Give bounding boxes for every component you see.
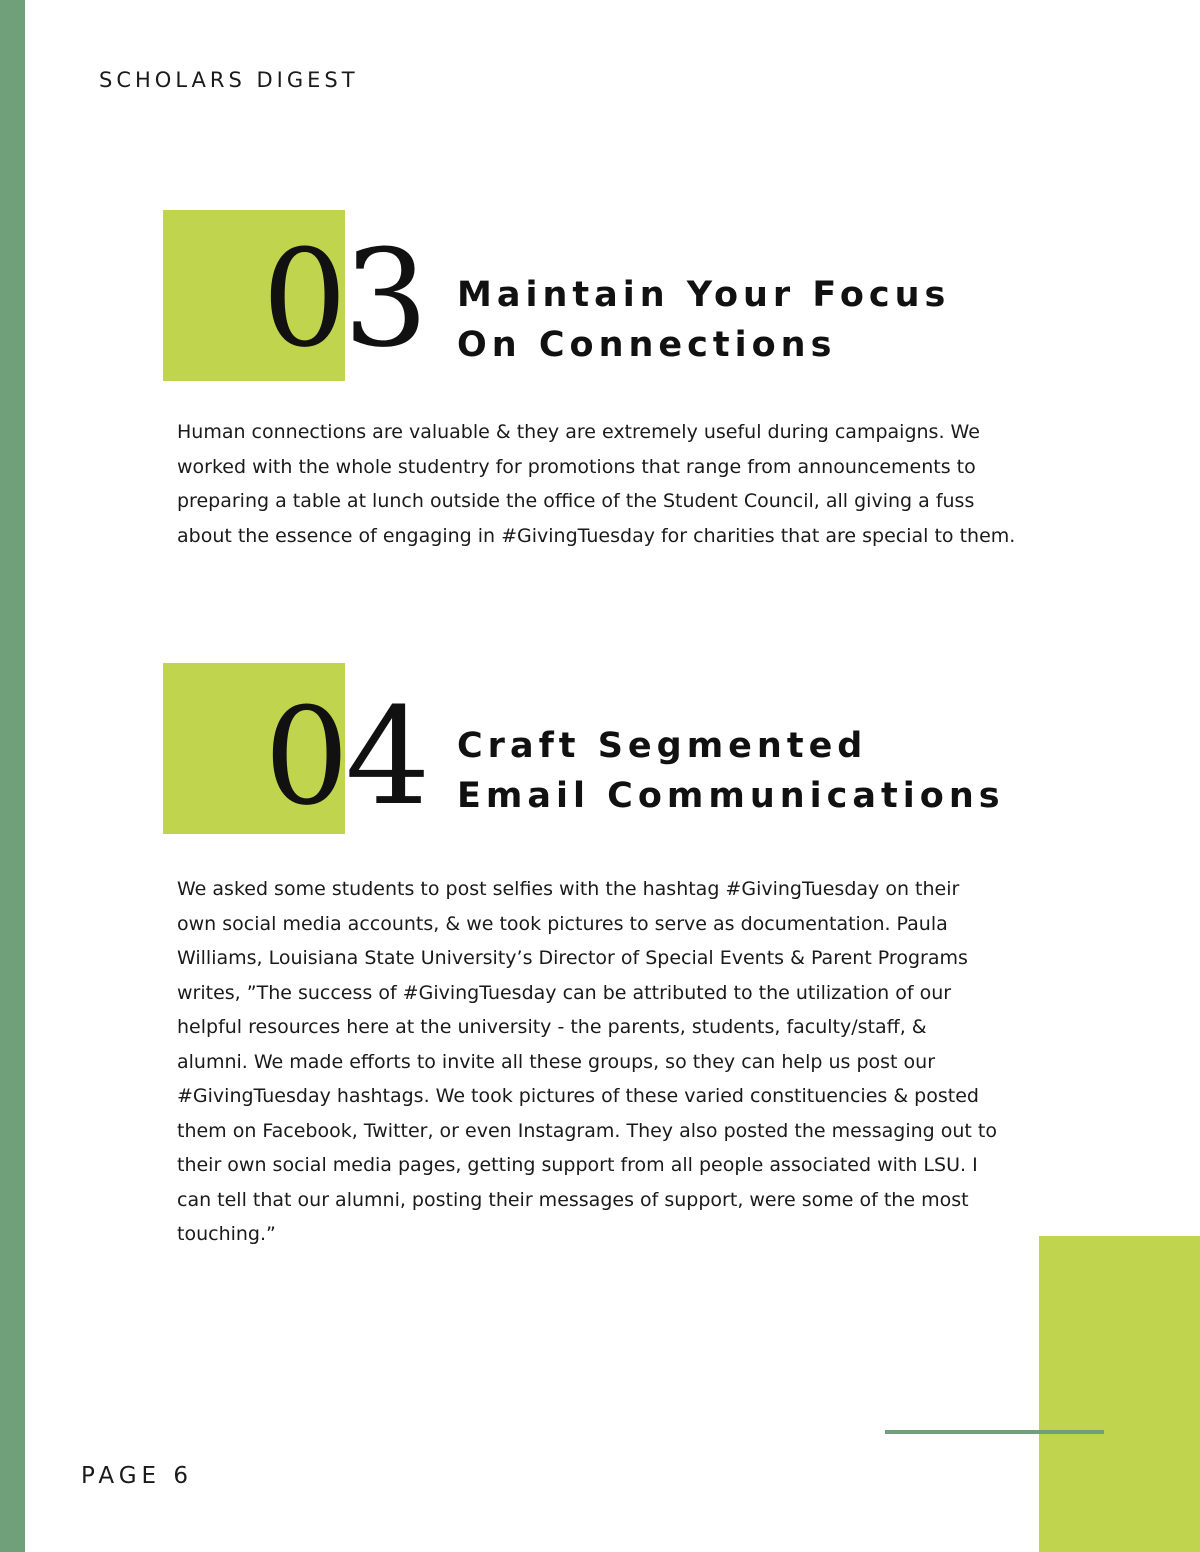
body-line: their own social media pages, getting support from all people associated with LSU. I [177,1154,978,1176]
body-line: touching.” [177,1223,276,1245]
publication-header: SCHOLARS DIGEST [99,68,359,92]
body-line: alumni. We made efforts to invite all these groups, so they can help us post our [177,1050,936,1073]
section-title-line: On Connections [457,325,837,365]
body-line: helpful resources here at the university - the parents, students, faculty/staff, & [177,1016,927,1038]
corner-accent-block [1039,1236,1200,1552]
page-number: PAGE 6 [81,1463,194,1489]
section-number: 03 [262,221,425,377]
section-body [177,872,1057,1252]
left-accent-bar [0,0,25,1552]
section-number: 04 [264,679,427,835]
body-line: worked with the whole studentry for promotions that range from announcements to [177,455,976,478]
section-title [457,721,1157,821]
section-title [457,270,1157,370]
body-line: about the essence of engaging in #GivingTuesday for charities that are special to them. [177,524,1016,547]
body-line: them on Facebook, Twitter, or even Instagram. They also posted the messaging out to [177,1119,997,1142]
section-body [177,415,1057,553]
section-title-line: Email Communications [457,776,1005,816]
section-title-line: Maintain Your Focus [457,275,951,315]
body-line: Williams, Louisiana State University’s Director of Special Events & Parent Programs [177,947,968,969]
body-line: Human connections are valuable & they are extremely useful during campaigns. We [177,421,980,443]
body-line: writes, ”The success of #GivingTuesday can be attributed to the utilization of our [177,981,952,1004]
section-title-line: Craft Segmented [457,726,868,766]
body-line: can tell that our alumni, posting their messages of support, were some of the most [177,1188,969,1211]
corner-accent-rule [885,1430,1104,1434]
body-line: We asked some students to post selfies with the hashtag #GivingTuesday on their [177,878,960,900]
body-line: own social media accounts, & we took pictures to serve as documentation. Paula [177,912,948,935]
body-line: preparing a table at lunch outside the office of the Student Council, all giving a fuss [177,490,975,512]
body-line: #GivingTuesday hashtags. We took pictures of these varied constituencies & posted [177,1085,979,1107]
